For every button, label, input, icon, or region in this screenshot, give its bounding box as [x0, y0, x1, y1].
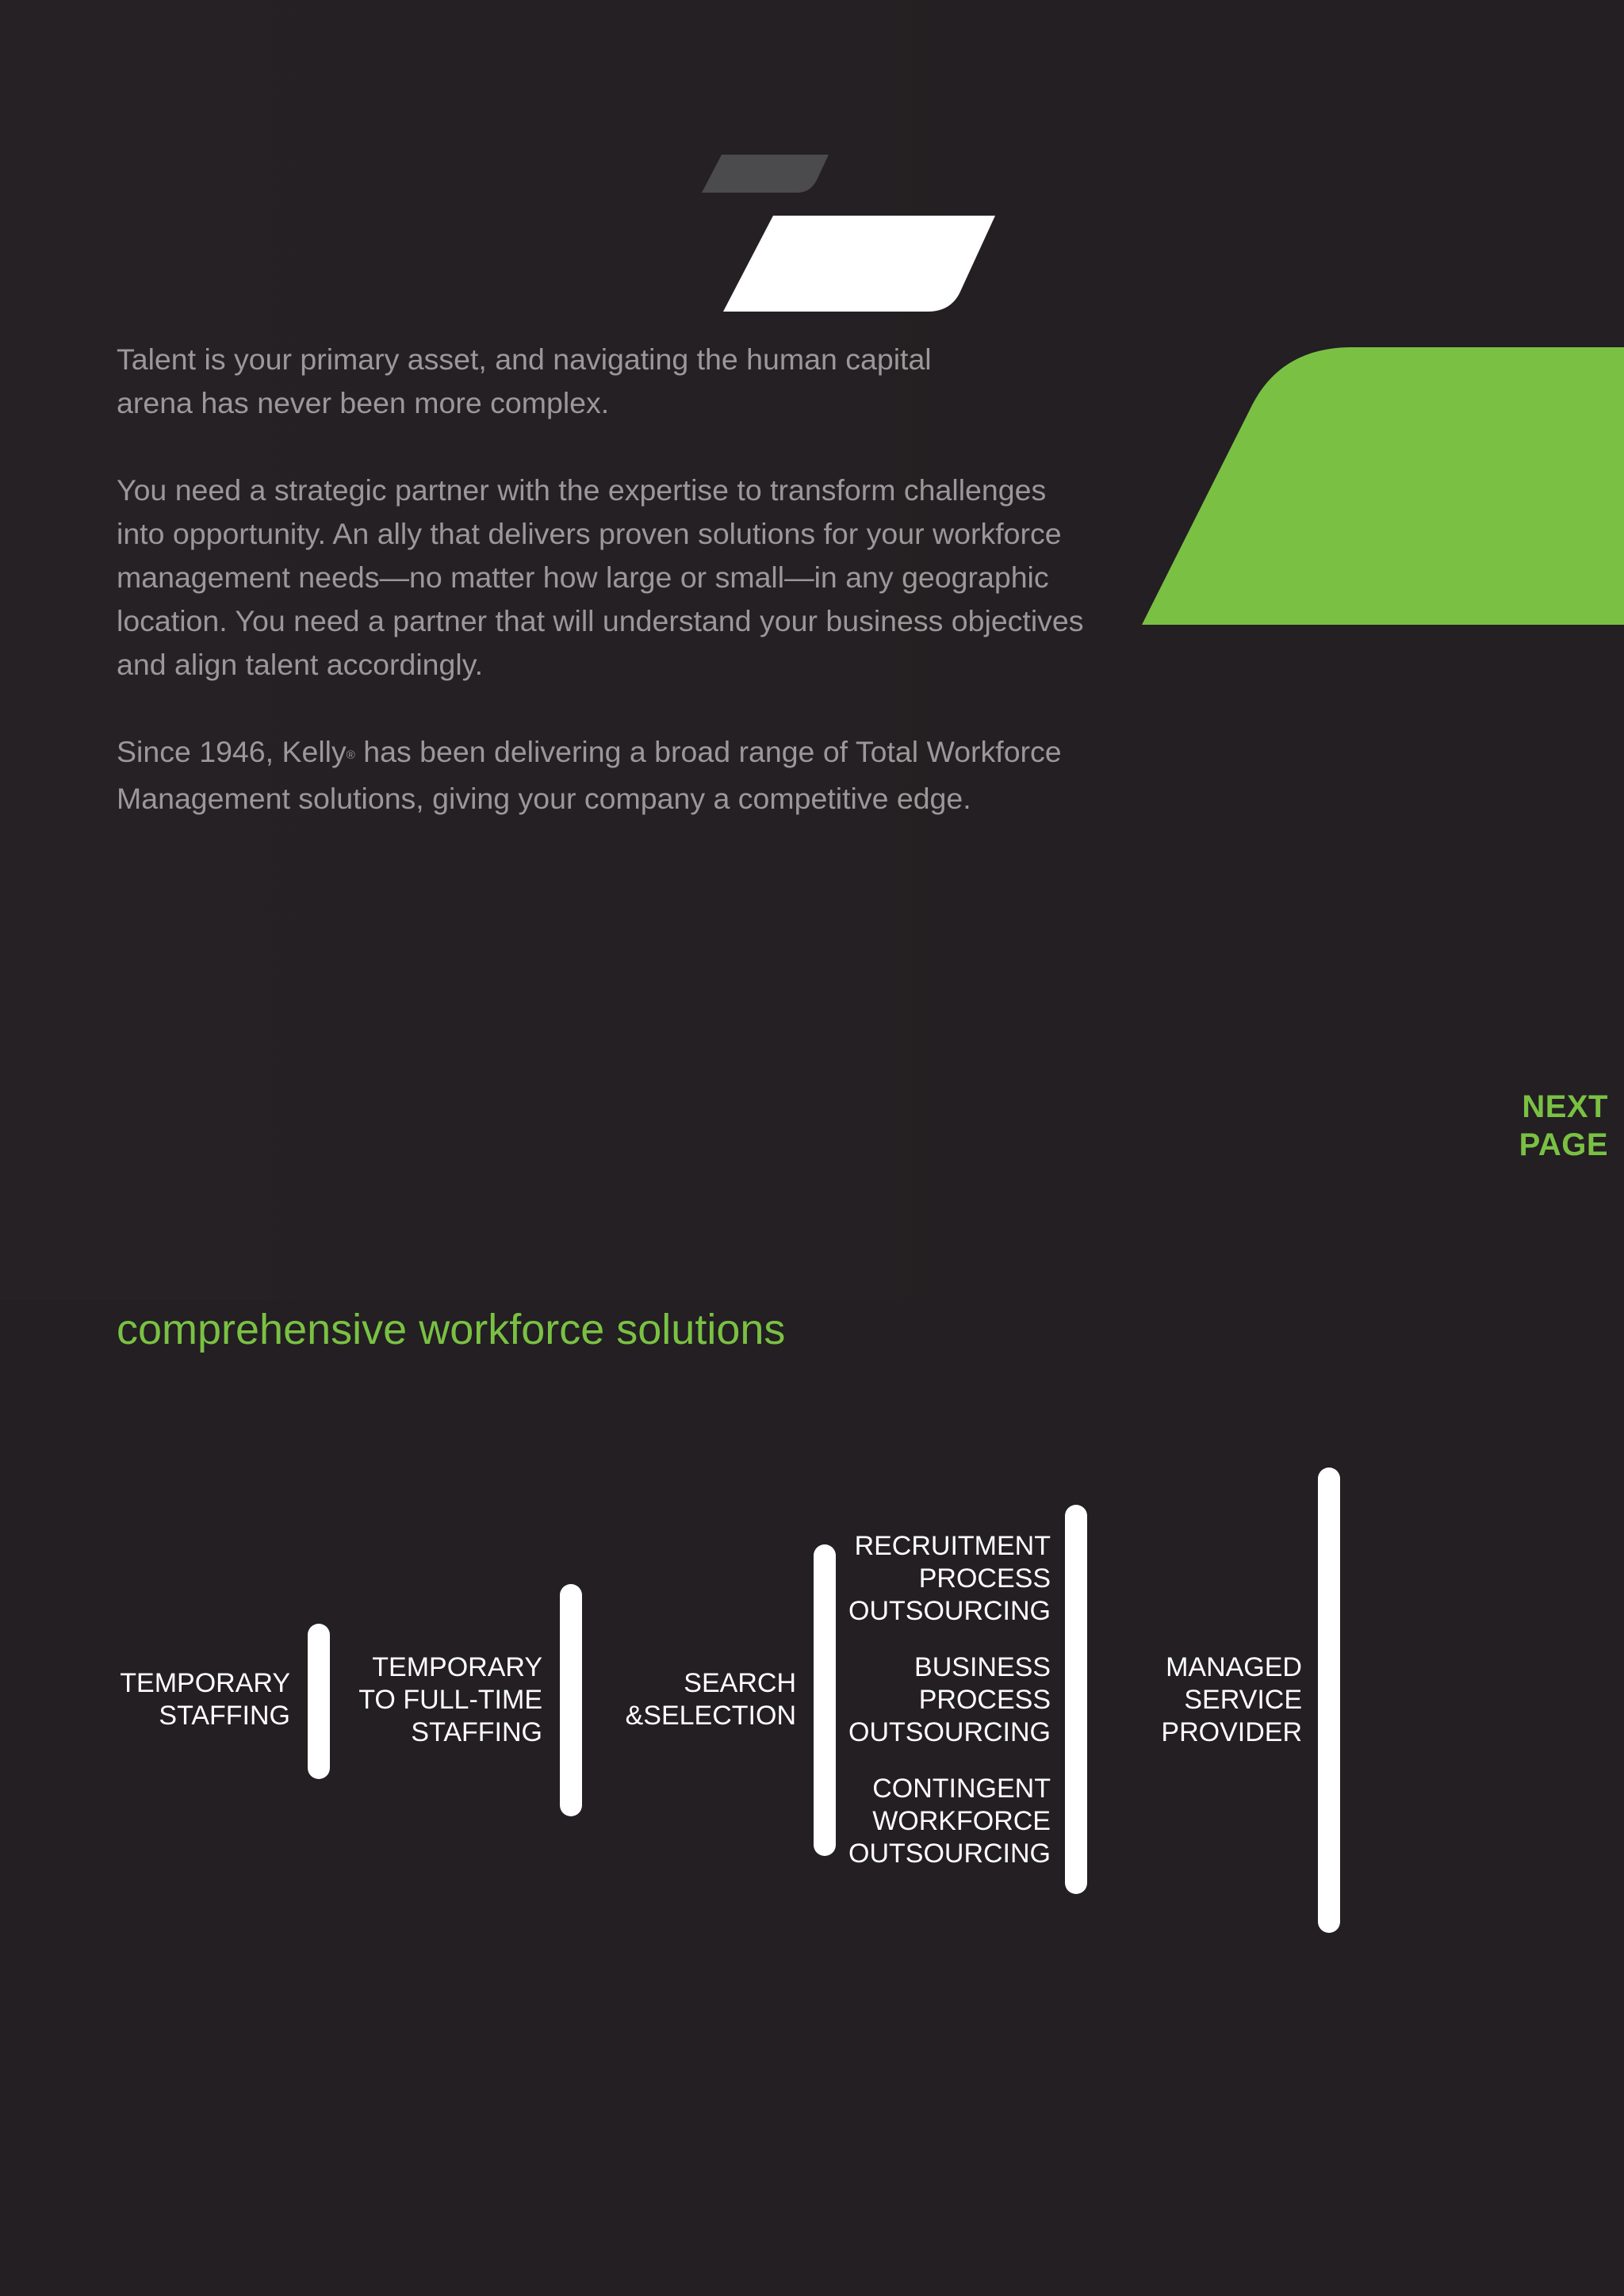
solution-bar-temporary-staffing — [308, 1624, 330, 1779]
intro-paragraph-3-end: has been delivering a broad range of Total Workforce Management solutions, giving your company a competitive edge. — [117, 735, 1062, 815]
label-line: RECRUITMENT — [854, 1531, 1051, 1561]
next-page-line-2: PAGE — [1519, 1127, 1608, 1162]
solution-label-search-selection — [626, 1667, 796, 1732]
label-line: PROCESS — [918, 1563, 1051, 1594]
label-line: MANAGED — [1166, 1652, 1302, 1682]
label-line: OUTSOURCING — [848, 1596, 1051, 1626]
label-line: &SELECTION — [625, 1701, 796, 1731]
solution-bar-managed-service-provider — [1318, 1468, 1340, 1933]
label-line: WORKFORCE — [872, 1806, 1051, 1836]
solution-label-business-process-outsourcing — [848, 1651, 1051, 1749]
solution-label-temp-to-full-time — [358, 1651, 542, 1749]
solution-label-recruitment-process-outsourcing — [848, 1530, 1051, 1628]
label-line: STAFFING — [411, 1717, 542, 1747]
intro-paragraph-3 — [117, 730, 1092, 821]
intro-paragraph-2: You need a strategic partner with the expertise to transform challenges into opportunity. An ally that delivers proven solutions for your workforce management needs—no matter how large or small—in any geographic location. You need a partner that will understand your business objectives and align talent accordingly. — [117, 473, 1084, 681]
label-line: TO FULL-TIME — [358, 1685, 542, 1715]
solution-label-managed-service-provider — [1161, 1651, 1302, 1749]
label-line: BUSINESS — [914, 1652, 1051, 1682]
intro-text — [117, 338, 1092, 864]
next-page-link[interactable] — [1481, 1088, 1608, 1164]
solution-bar-outsourcing — [1065, 1505, 1087, 1894]
label-line: OUTSOURCING — [848, 1717, 1051, 1747]
logo-white-parallelogram — [723, 216, 995, 312]
kelly-logo-mark — [690, 147, 999, 321]
label-line: SERVICE — [1184, 1685, 1302, 1715]
next-page-line-1: NEXT — [1522, 1089, 1608, 1124]
solution-bar-temp-to-full-time — [560, 1584, 582, 1816]
label-line: TEMPORARY — [120, 1668, 290, 1698]
label-line: SEARCH — [684, 1668, 796, 1698]
label-line: OUTSOURCING — [848, 1839, 1051, 1869]
label-line: STAFFING — [159, 1701, 290, 1731]
green-accent-shape — [1142, 345, 1624, 626]
label-line: PROCESS — [918, 1685, 1051, 1715]
solution-label-temporary-staffing — [120, 1667, 290, 1732]
section-title: comprehensive workforce solutions — [117, 1306, 786, 1353]
solution-bar-search-selection — [814, 1544, 836, 1856]
logo-gray-parallelogram — [702, 155, 829, 193]
solution-label-contingent-workforce-outsourcing — [848, 1773, 1051, 1870]
label-line: CONTINGENT — [872, 1774, 1051, 1804]
label-line: TEMPORARY — [372, 1652, 542, 1682]
intro-paragraph-3-start: Since 1946, Kelly — [117, 735, 347, 768]
intro-paragraph-1: Talent is your primary asset, and navigating the human capital arena has never been more complex. — [117, 342, 932, 419]
registered-mark: ® — [346, 748, 355, 762]
label-line: PROVIDER — [1161, 1717, 1302, 1747]
